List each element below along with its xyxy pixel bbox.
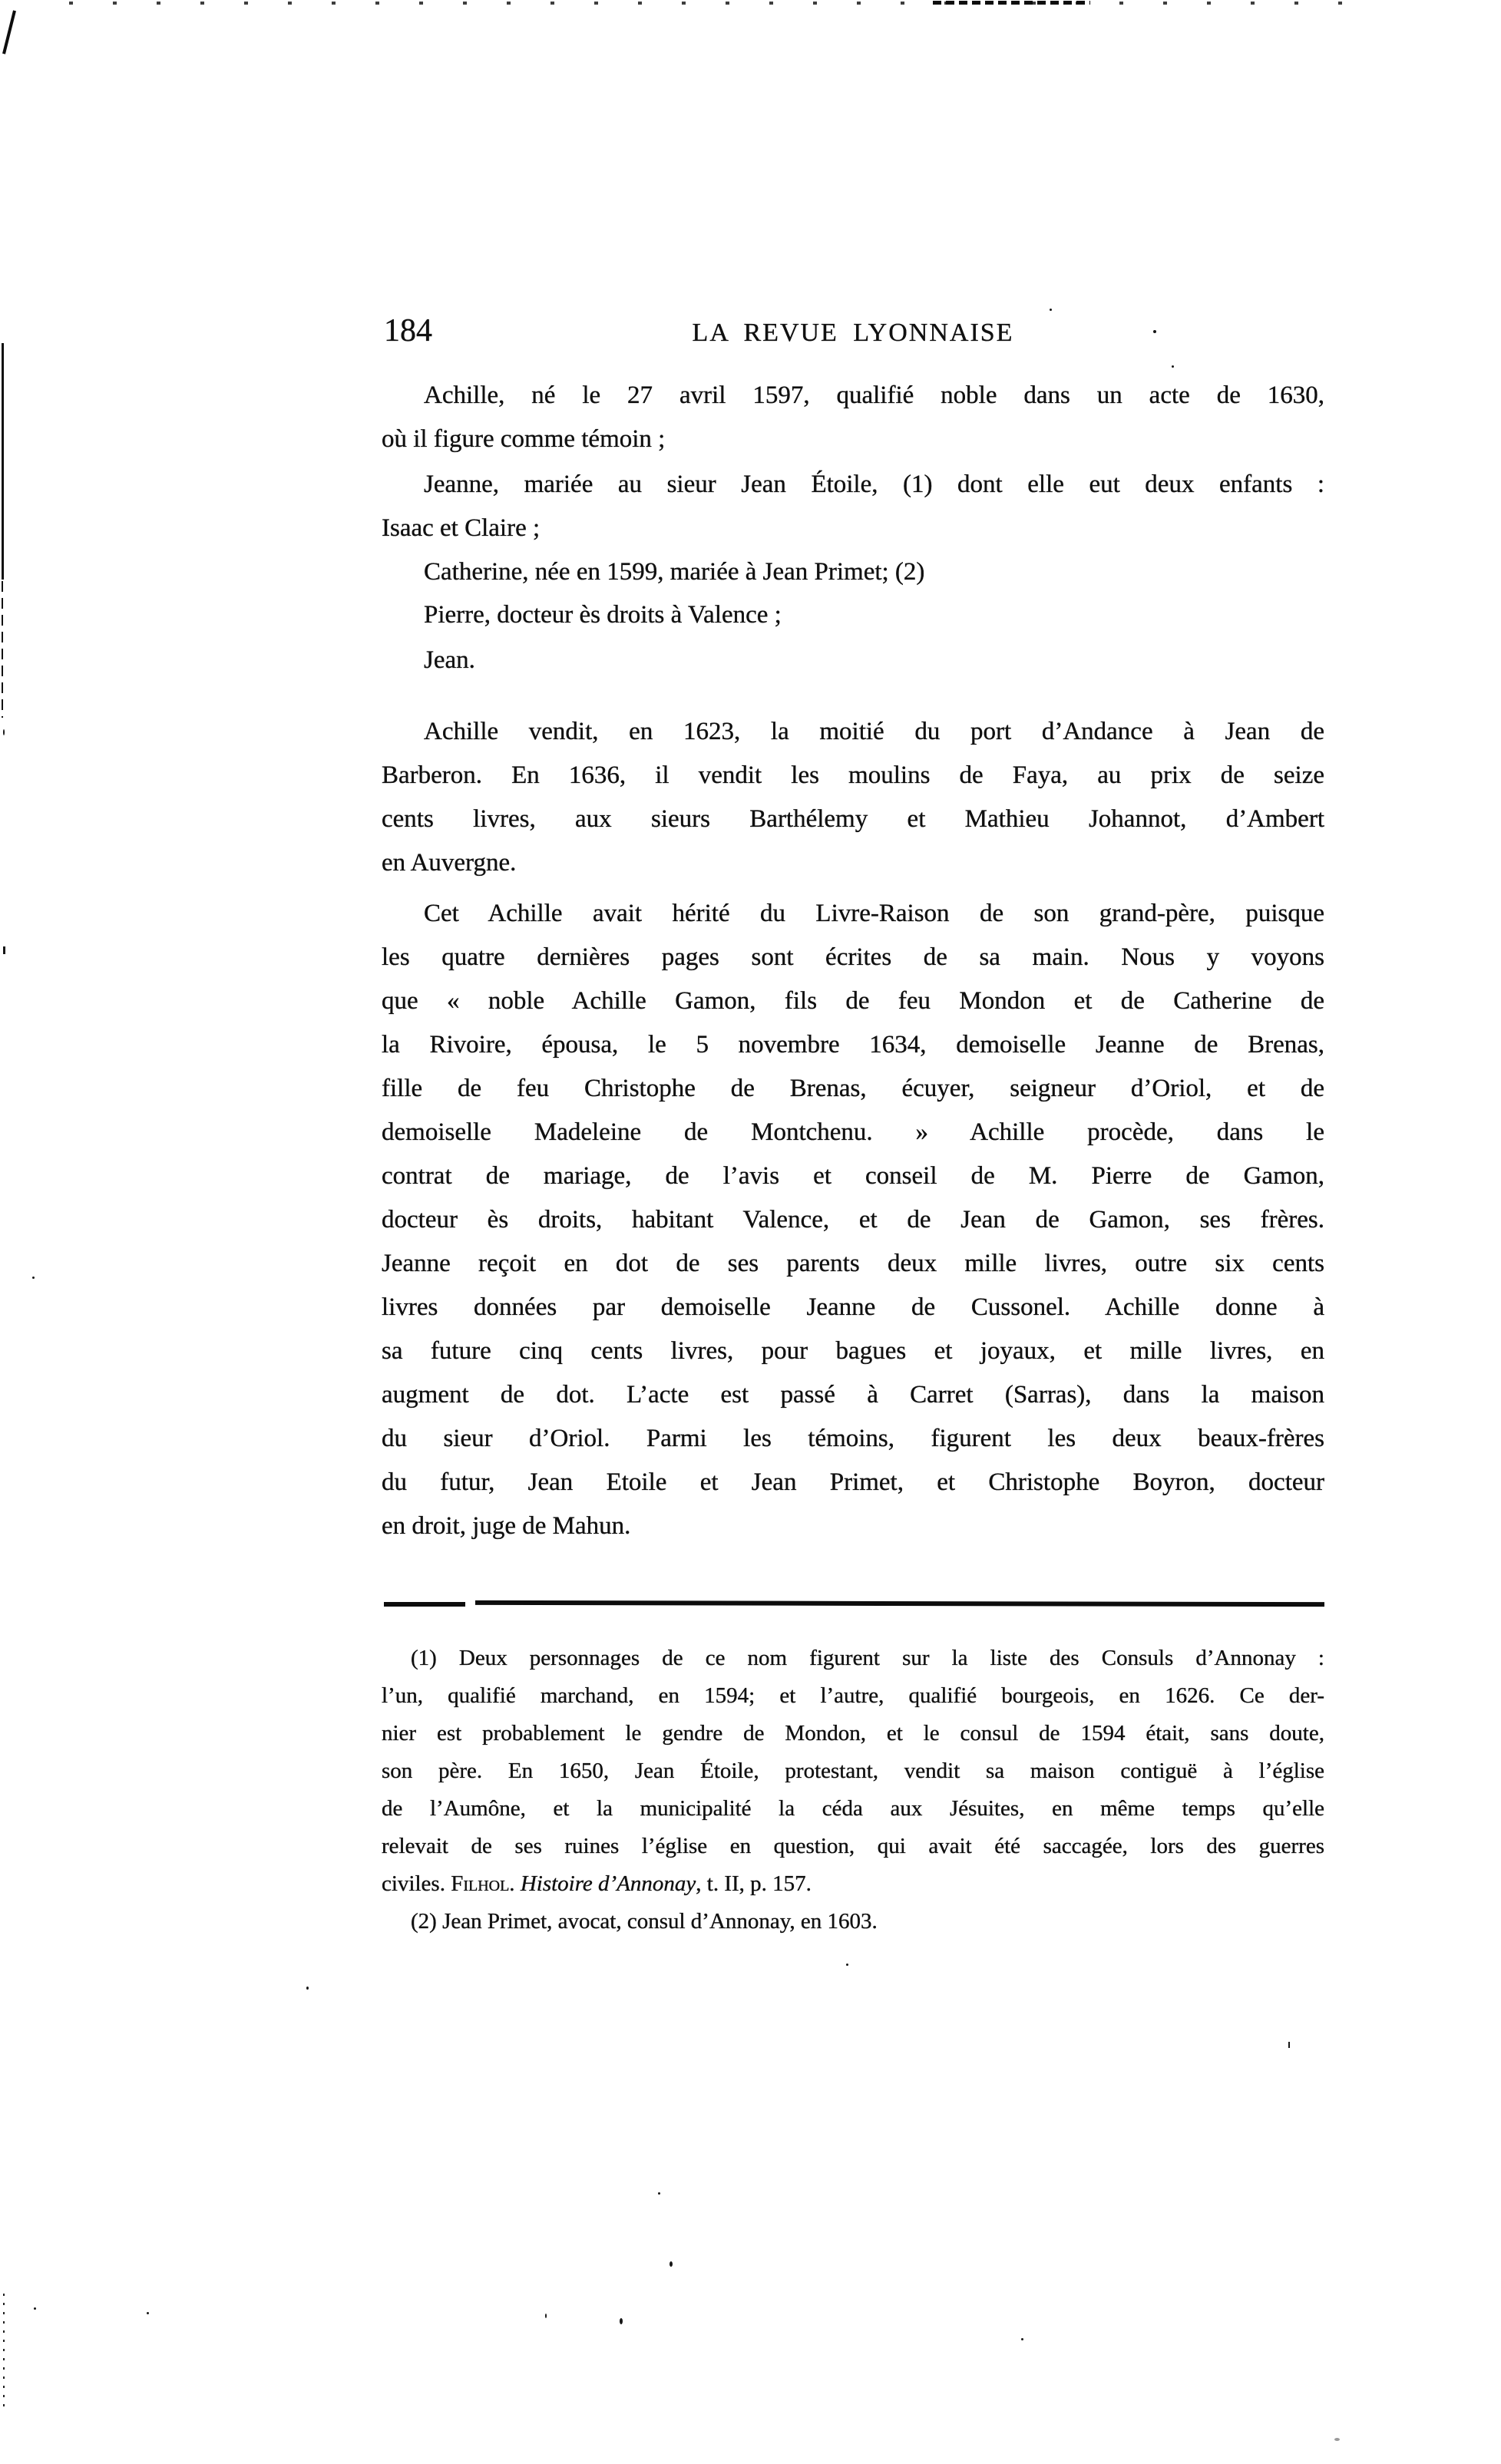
text-line: Catherine, née en 1599, mariée à Jean Primet; (2) — [424, 558, 925, 586]
scan-speck — [669, 2261, 673, 2267]
text-line: du sieur d’Oriol. Parmi les témoins, figurent les deux beaux-frères — [382, 1425, 1324, 1452]
footnote-author: Filhol. — [451, 1871, 515, 1896]
scan-gutter-line-dashed — [2, 581, 3, 718]
footnote-text: , t. II, p. 157. — [696, 1871, 812, 1896]
footnote-line: relevait de ses ruines l’église en question, qui avait été saccagée, lors des guerres — [382, 1834, 1324, 1858]
text-line: où il figure comme témoin ; — [382, 425, 666, 453]
footnote-line: nier est probablement le gendre de Mondon, et le consul de 1594 était, sans doute, — [382, 1721, 1324, 1746]
scan-slash-mark — [2, 10, 16, 54]
paragraph-livre-raison — [382, 892, 1324, 1548]
scan-noise-top — [69, 2, 1344, 5]
scan-speck — [846, 1964, 848, 1966]
scan-speck — [34, 2307, 36, 2310]
footnote-text: civiles. — [382, 1871, 451, 1896]
paragraph-jean — [382, 639, 1324, 682]
text-line: fille de feu Christophe de Brenas, écuyer, seigneur d’Oriol, et de — [382, 1075, 1324, 1102]
text-line: augment de dot. L’acte est passé à Carret (Sarras), dans la maison — [382, 1381, 1324, 1409]
footnote-line: l’un, qualifié marchand, en 1594; et l’autre, qualifié bourgeois, en 1626. Ce der- — [382, 1683, 1324, 1708]
text-line: Pierre, docteur ès droits à Valence ; — [424, 601, 782, 629]
footnote-1 — [382, 1640, 1324, 1903]
scan-speck — [1021, 2338, 1023, 2340]
text-line: en Auvergne. — [382, 849, 517, 877]
text-line: cents livres, aux sieurs Barthélemy et Mathieu Johannot, d’Ambert — [382, 805, 1324, 833]
scan-speck — [1050, 309, 1052, 311]
text-line: Achille, né le 27 avril 1597, qualifié noble dans un acte de 1630, — [424, 381, 1324, 409]
text-line: en droit, juge de Mahun. — [382, 1512, 631, 1540]
scan-speck — [3, 729, 5, 735]
paragraph-pierre — [382, 593, 1324, 637]
paragraph-jeanne — [382, 463, 1324, 550]
footnote-line: de l’Aumône, et la municipalité la céda aux Jésuites, en même temps qu’elle — [382, 1796, 1324, 1821]
text-line: Isaac et Claire ; — [382, 514, 541, 542]
footnote-2 — [382, 1903, 1324, 1940]
footnote-line: (1) Deux personnages de ce nom figurent sur la liste des Consuls d’Annonay : — [411, 1646, 1324, 1670]
footnote-line: son père. En 1650, Jean Étoile, protestant, vendit sa maison contiguë à l’église — [382, 1759, 1324, 1783]
page-number: 184 — [384, 313, 432, 348]
scan-speck — [658, 2192, 660, 2195]
text-line: demoiselle Madeleine de Montchenu. » Achille procède, dans le — [382, 1118, 1324, 1146]
text-line: Jean. — [424, 646, 475, 674]
scan-speck — [1172, 365, 1174, 368]
paragraph-achille-ne — [382, 374, 1324, 461]
scan-gutter-dots — [3, 2294, 5, 2409]
scan-noise-top-dense — [933, 1, 1090, 5]
footnote-book-title: Histoire d’Annonay — [514, 1871, 696, 1896]
text-line: docteur ès droits, habitant Valence, et de Jean de Gamon, ses frères. — [382, 1206, 1324, 1234]
text-line: Cet Achille avait hérité du Livre-Raison de son grand-père, puisque — [424, 900, 1324, 927]
text-line: contrat de mariage, de l’avis et conseil de M. Pierre de Gamon, — [382, 1162, 1324, 1190]
text-line: que « noble Achille Gamon, fils de feu Mondon et de Catherine de — [382, 987, 1324, 1015]
text-line: Jeanne reçoit en dot de ses parents deux mille livres, outre six cents — [382, 1250, 1324, 1277]
scan-speck — [32, 1277, 35, 1279]
paragraph-catherine — [382, 550, 1324, 594]
footnote-line — [382, 1865, 1324, 1903]
scan-speck — [620, 2318, 623, 2324]
scan-speck — [1334, 2438, 1340, 2441]
scan-speck — [306, 1987, 309, 1990]
text-line: Jeanne, mariée au sieur Jean Étoile, (1) dont elle eut deux enfants : — [424, 471, 1324, 498]
scan-gutter-line — [2, 343, 4, 580]
footnote-line: (2) Jean Primet, avocat, consul d’Annonay, en 1603. — [411, 1909, 878, 1934]
footnote-rule-segment — [475, 1600, 1324, 1607]
text-line: Achille vendit, en 1623, la moitié du port d’Andance à Jean de — [424, 718, 1324, 745]
scan-speck — [3, 946, 5, 954]
journal-title: LA REVUE LYONNAISE — [692, 319, 1014, 347]
text-line: la Rivoire, épousa, le 5 novembre 1634, demoiselle Jeanne de Brenas, — [382, 1031, 1324, 1059]
text-line: sa future cinq cents livres, pour bagues et joyaux, et mille livres, en — [382, 1337, 1324, 1365]
footnote-rule-segment — [384, 1602, 465, 1607]
text-line: les quatre dernières pages sont écrites de sa main. Nous y voyons — [382, 943, 1324, 971]
scan-speck — [1288, 2042, 1290, 2048]
paragraph-achille-vendit — [382, 710, 1324, 885]
text-line: Barberon. En 1636, il vendit les moulins de Faya, au prix de seize — [382, 761, 1324, 789]
text-line: livres données par demoiselle Jeanne de Cussonel. Achille donne à — [382, 1293, 1324, 1321]
scan-speck — [545, 2314, 547, 2318]
scan-speck — [147, 2312, 149, 2314]
text-line: du futur, Jean Etoile et Jean Primet, et Christophe Boyron, docteur — [382, 1468, 1324, 1496]
